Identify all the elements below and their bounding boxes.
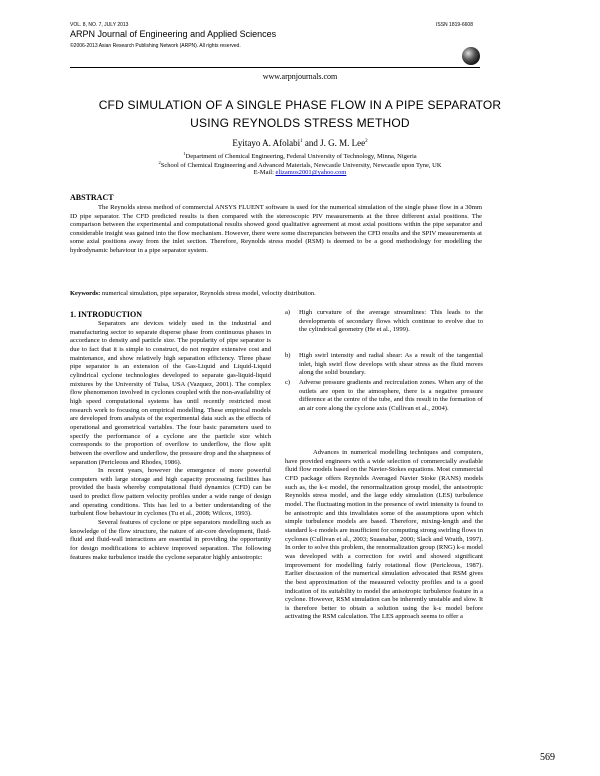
email-link[interactable]: elizamos2001@yahoo.com xyxy=(275,169,347,176)
keywords xyxy=(70,290,316,297)
author-1-sup: 1 xyxy=(300,139,303,144)
abstract-heading: ABSTRACT xyxy=(70,193,114,202)
affiliation-2 xyxy=(0,160,600,169)
volume-info: VOL. 8, NO. 7, JULY 2013 xyxy=(70,22,129,28)
list-label-b: b) xyxy=(285,352,291,359)
intro-heading: 1. INTRODUCTION xyxy=(70,310,143,319)
list-item-b: High swirl intensity and radial shear: As a result of the tangential inlet, high swirl flow develops with shear stress as the fluid moves along the solid boundary. xyxy=(299,352,483,377)
list-item-a: High curvature of the average streamlines: This leads to the developments of secondary flows which continue to evolve due to the cylindrical geometry (He et al., 1999). xyxy=(299,309,483,334)
intro-paragraph-3: Several features of cyclone or pipe separators modelling such as knowledge of the flow structure, the nature of air-core development, fluid- fluid and fluid-wall interactions are essential in providing the opportunity for design modifications to achieve improved separation. The following features make turbulence inside the cyclone separator highly anisotropic: xyxy=(70,519,271,561)
author-2: and J. G. M. Lee xyxy=(302,138,366,148)
intro-paragraph-1: Separators are devices widely used in the industrial and manufacturing sector to separate disperse phase from continuous phases in accordance to density and particle size. The popularity of pipe separator is due to fact that it is simple to construct, do not require extensive cost and maintenance, and show relatively high separation efficiency. Three phase pipe separator is an extension of the Gas-Liquid and Liquid-Liquid cylindrical cyclone technologies developed to separate gas-liquid-liquid mixtures by the University of Tulsa, USA (Vazquez, 2001). The complex flow phenomenon involved in cyclones coupled with the non-availability of high speed computational systems has until recently restricted most research work to focusing on empirical modelling. These empirical models are developed from analysis of the experimental data such as the effects of operational and geometrical variables. The four basic parameters used to specify the performance of a cyclone are the particle size which corresponds to the proportion of overflow to underflow, the flow split between the overflow and underflow, the pressure drop and the sharpness of separation (Pericleous and Rhodes, 1986). xyxy=(70,320,271,466)
right-column-paragraph: Advances in numerical modelling techniques and computers, have provided engineers with a wide selection of commercially available fluid flow models based on the Navier-Stokes equations. Most commercial CFD package offers Reynolds Averaged Navier Stoke (RANS) models such as, the k-ε model, the renormalization group model, the anisotropic Reynolds stress model, and the large eddy simulation (LES) turbulence model. The fluctuating motion in the presence of swirl intensity is found to be anisotropic and this invalidates some of the assumptions upon which simple turbulence models are based. Therefore, mixing-length and the standard k-ε models are insufficient for computing strong swirling flows in cyclones (Cullivan et al., 2003; Suasnabar, 2000; Slack and Wraith, 1997). In order to solve this problem, the renormalization group (RNG) k-ε model was developed with a correction for swirl and showed significant improvement for modelling fairly rotational flow (Pericleous, 1987). Earlier discussion of the numerical simulation advocated that RSM gives the best approximation of the measured velocity profiles and is a good indication of its suitability to model the anisotropic turbulence feature in a cyclone. However, RSM simulation can be inherently unstable and slow. It is therefore better to obtain a solution using the k-ε model before activating the RSM calculation. The LES approach seems to offer a xyxy=(285,449,483,621)
issn: ISSN 1819-6608 xyxy=(436,22,473,28)
title-line-2: USING REYNOLDS STRESS METHOD xyxy=(190,116,410,130)
list-label-a: a) xyxy=(285,309,291,316)
affiliation-2-text: School of Chemical Engineering and Advanced Materials, Newcastle University, Newcastle upon Tyne, UK xyxy=(160,162,442,170)
keywords-label: Keywords: xyxy=(70,290,101,297)
abstract-text: The Reynolds stress method of commercial ANSYS FLUENT software is used for the numerical simulation of the single phase flow in a 30mm ID pipe separator. The CFD predicted results is then compared with the stereoscopic PIV measurements at the three different axial positions. The comparison between the experimental and computational results showed good qualitative agreement at most axial positions within the pipe separator and considerable insight was gained into the flow mechanism. However, there were some discrepancies between the CFD results and the SPIV measurements at some axial positions away from the inlet section. Therefore, Reynolds stress model (RSM) is deemed to be a good methodology for modelling the hydrodynamic behaviour in a pipe separator system. xyxy=(70,204,482,254)
left-column xyxy=(70,320,271,562)
paper-title xyxy=(60,96,540,132)
page-number: 569 xyxy=(540,752,555,763)
keywords-text: numerical simulation, pipe separator, Reynolds stress model, velocity distribution. xyxy=(100,290,316,297)
feature-list xyxy=(285,309,483,429)
affiliation-1-text: Department of Chemical Engineering, Federal University of Technology, Minna, Nigeria xyxy=(185,153,417,161)
affiliation-1-sup: 1 xyxy=(183,151,186,156)
journal-name: ARPN Journal of Engineering and Applied Sciences xyxy=(70,29,277,39)
header-rule xyxy=(70,67,480,68)
affiliation-1 xyxy=(0,151,600,160)
email-label: E-Mail: xyxy=(253,169,276,176)
copyright: ©2006-2013 Asian Research Publishing Network (ARPN). All rights reserved. xyxy=(70,43,241,49)
list-label-c: c) xyxy=(285,379,291,386)
email-line xyxy=(0,169,600,176)
list-item-c: Adverse pressure gradients and recirculation zones. When any of the outlets are open to the atmosphere, there is a negative pressure difference at the centre of the tube, and this result in the formation of an air core along the cyclone axis (Cullivan et al., 2004). xyxy=(299,379,483,412)
arpn-logo xyxy=(462,47,480,65)
authors xyxy=(0,138,600,148)
affiliation-2-sup: 2 xyxy=(158,160,161,165)
author-1: Eyitayo A. Afolabi xyxy=(232,138,301,148)
author-2-sup: 2 xyxy=(365,139,368,144)
intro-paragraph-2: In recent years, however the emergence of more powerful computers with large storage and high capacity processing facilities has provided the basis whereby computational fluid dynamics (CFD) can be used to predict flow pattern velocity profiles under a wide range of design and operating conditions. This has led to a better understanding of the turbulent flow behaviour in cyclones (Tu et al., 2008; Wilcox, 1993). xyxy=(70,467,271,518)
title-line-1: CFD SIMULATION OF A SINGLE PHASE FLOW IN A PIPE SEPARATOR xyxy=(98,98,502,112)
journal-website: www.arpnjournals.com xyxy=(262,72,338,81)
